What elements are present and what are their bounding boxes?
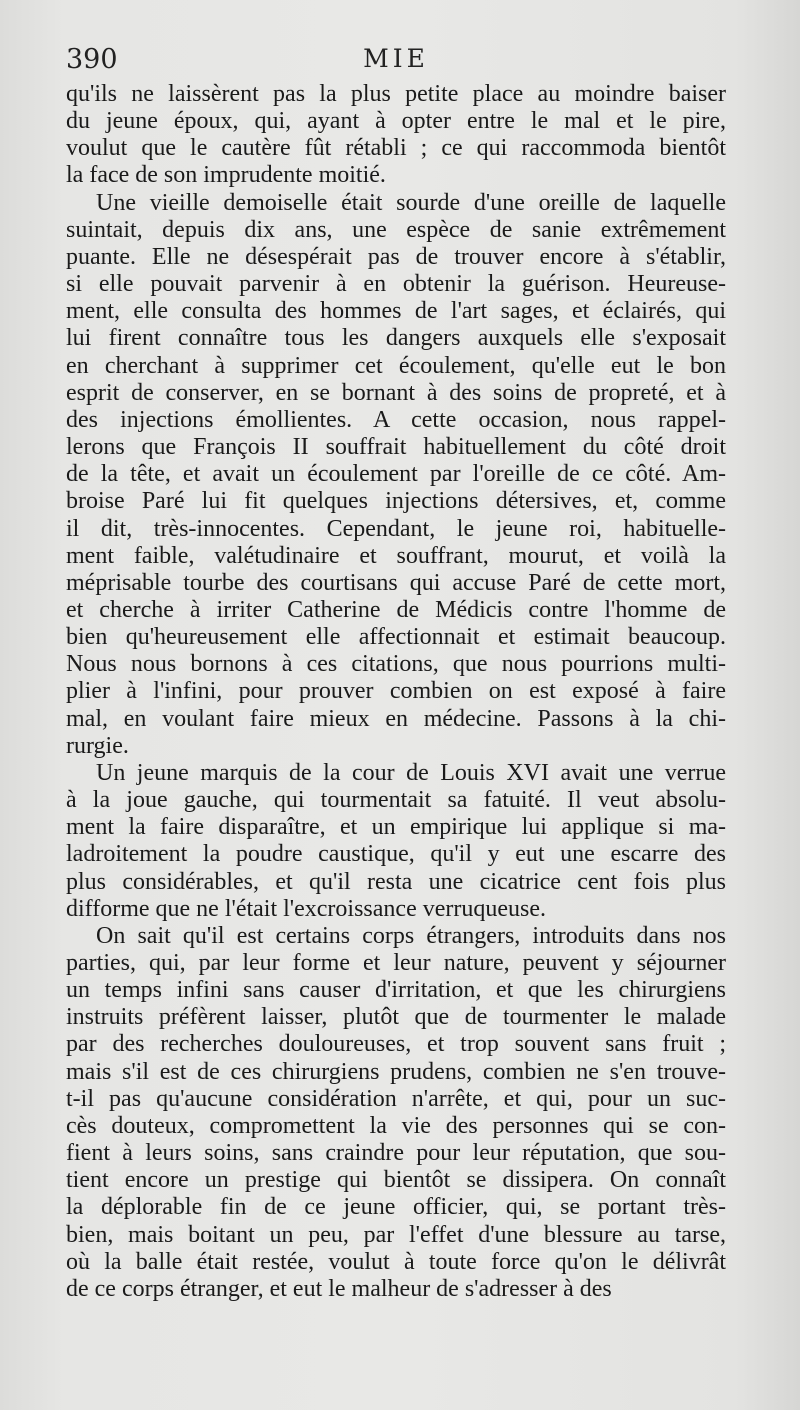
text-line: ment faible, valétudinaire et souffrant, mourut, et voilà la xyxy=(66,542,726,569)
text-line: lui firent connaître tous les dangers auxquels elle s'exposait xyxy=(66,325,726,352)
text-line: broise Paré lui fit quelques injections détersives, et, comme xyxy=(66,488,726,515)
text-line: difforme que ne l'était l'excroissance verruqueuse. xyxy=(66,895,547,922)
text-line: bien, mais boitant un peu, par l'effet d'une blessure au tarse, xyxy=(66,1221,726,1248)
text-line: tient encore un prestige qui bientôt se dissipera. On connaît xyxy=(66,1167,726,1194)
paragraph xyxy=(66,760,726,923)
text-line: parties, qui, par leur forme et leur nature, peuvent y séjourner xyxy=(66,950,726,976)
text-line: Un jeune marquis de la cour de Louis XVI avait une verrue xyxy=(96,759,726,786)
body-text xyxy=(66,81,726,1303)
text-line: méprisable tourbe des courtisans qui accuse Paré de cette mort, xyxy=(66,569,726,596)
text-line: par des recherches douloureuses, et trop souvent sans fruit ; xyxy=(66,1031,726,1058)
text-line: plus considérables, et qu'il resta une cicatrice cent fois plus xyxy=(66,868,726,895)
running-head xyxy=(66,44,726,80)
text-line: rurgie. xyxy=(66,732,129,759)
text-line: ment, elle consulta des hommes de l'art sages, et éclairés, qui xyxy=(66,298,726,325)
text-line: suintait, depuis dix ans, une espèce de sanie extrêmement xyxy=(66,216,726,243)
running-title: MIE xyxy=(363,44,429,73)
text-line: esprit de conserver, en se bornant à des soins de propreté, et à xyxy=(66,379,726,406)
text-line: mal, en voulant faire mieux en médecine. Passons à la chi- xyxy=(66,705,726,732)
text-line: où la balle était restée, voulut à toute force qu'on le délivrât xyxy=(66,1248,726,1275)
text-line: et cherche à irriter Catherine de Médicis contre l'homme de xyxy=(66,596,726,623)
text-line: en cherchant à supprimer cet écoulement, qu'elle eut le bon xyxy=(66,352,726,379)
text-line: instruits préfèrent laisser, plutôt que de tourmenter le malade xyxy=(66,1004,726,1031)
text-line: ment la faire disparaître, et un empirique lui applique si ma- xyxy=(66,814,726,841)
text-line: plier à l'infini, pour prouver combien on est exposé à faire xyxy=(66,678,726,705)
text-line: il dit, très-innocentes. Cependant, le jeune roi, habituelle- xyxy=(66,515,726,542)
text-line: ladroitement la poudre caustique, qu'il y eut une escarre des xyxy=(66,841,726,868)
text-line: bien qu'heureusement elle affectionnait et estimait beaucoup. xyxy=(66,624,726,651)
text-line: lerons que François II souffrait habituellement du côté droit xyxy=(66,434,726,461)
paragraph xyxy=(66,190,726,760)
text-line: la déplorable fin de ce jeune officier, qui, se portant très- xyxy=(66,1194,726,1221)
paragraph xyxy=(66,81,726,190)
text-line: la face de son imprudente moitié. xyxy=(66,162,386,189)
text-line: On sait qu'il est certains corps étrangers, introduits dans nos xyxy=(96,922,726,949)
text-line: qu'ils ne laissèrent pas la plus petite place au moindre baiser xyxy=(66,81,726,107)
paragraph xyxy=(66,923,726,1303)
text-line: un temps infini sans causer d'irritation, et que les chirurgiens xyxy=(66,977,726,1004)
text-line: de la tête, et avait un écoulement par l'oreille de ce côté. Am- xyxy=(66,461,726,488)
text-line: du jeune époux, qui, ayant à opter entre le mal et le pire, xyxy=(66,108,726,135)
text-line: mais s'il est de ces chirurgiens prudens, combien ne s'en trouve- xyxy=(66,1058,726,1085)
text-line: t-il pas qu'aucune considération n'arrête, et qui, pour un suc- xyxy=(66,1085,726,1112)
text-line: si elle pouvait parvenir à en obtenir la guérison. Heureuse- xyxy=(66,271,726,298)
text-line: voulut que le cautère fût rétabli ; ce qui raccommoda bientôt xyxy=(66,135,726,162)
text-line: cès douteux, compromettent la vie des personnes qui se con- xyxy=(66,1112,726,1139)
text-line: Nous nous bornons à ces citations, que nous pourrions multi- xyxy=(66,651,726,678)
text-line: à la joue gauche, qui tourmentait sa fatuité. Il veut absolu- xyxy=(66,787,726,814)
page-number: 390 xyxy=(66,44,118,75)
text-line: de ce corps étranger, et eut le malheur de s'adresser à des xyxy=(66,1275,612,1302)
text-line: des injections émollientes. A cette occasion, nous rappel- xyxy=(66,406,726,433)
text-line: fient à leurs soins, sans craindre pour leur réputation, que sou- xyxy=(66,1140,726,1167)
text-line: puante. Elle ne désespérait pas de trouver encore à s'établir, xyxy=(66,243,726,270)
text-line: Une vieille demoiselle était sourde d'une oreille de laquelle xyxy=(96,189,726,216)
